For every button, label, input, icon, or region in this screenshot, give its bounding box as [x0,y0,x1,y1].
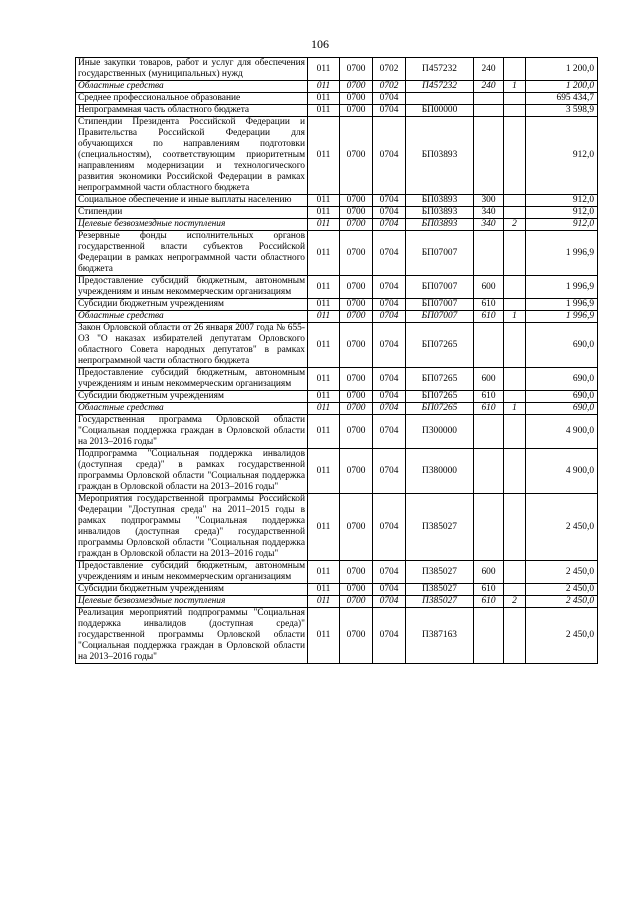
grbs-cell: 011 [308,449,340,494]
kosgu-cell [504,415,526,449]
kosgu-cell: 1 [504,81,526,93]
kosgu-cell [504,584,526,596]
amount-cell: 1 996,9 [526,299,598,311]
grbs-cell: 011 [308,608,340,664]
section-cell: 0700 [340,231,373,276]
row-name-cell: Субсидии бюджетным учреждениям [76,299,308,311]
target-article-cell: П385027 [406,584,474,596]
target-article-cell: П300000 [406,415,474,449]
expense-type-cell: 610 [474,403,504,415]
row-name-cell: Субсидии бюджетным учреждениям [76,391,308,403]
kosgu-cell [504,494,526,561]
target-article-cell: П457232 [406,81,474,93]
grbs-cell: 011 [308,494,340,561]
row-name-cell: Мероприятия государственной программы Российской Федерации "Доступная среда" на 2011–2015 годы в рамках подпрограммы "Социальная поддержка инвалидов (доступная среда)" государственной программы Орловской области "Социальная поддержка граждан в Орловской области на 2013–2016 годы" [76,494,308,561]
expense-type-cell: 340 [474,219,504,231]
kosgu-cell [504,231,526,276]
expense-type-cell [474,231,504,276]
expense-type-cell [474,494,504,561]
expense-type-cell: 610 [474,299,504,311]
section-cell: 0700 [340,276,373,299]
amount-cell: 690,0 [526,368,598,391]
row-name-cell: Подпрограмма "Социальная поддержка инвалидов (доступная среда)" в рамках государственной программы Орловской области "Социальная поддержка граждан в Орловской области на 2013–2016 годы" [76,449,308,494]
table-body [76,58,598,664]
expense-type-cell [474,117,504,195]
row-name-cell: Стипендии [76,207,308,219]
amount-cell: 4 900,0 [526,415,598,449]
grbs-cell: 011 [308,276,340,299]
kosgu-cell: 1 [504,311,526,323]
target-article-cell: П385027 [406,494,474,561]
expense-type-cell: 300 [474,195,504,207]
amount-cell: 2 450,0 [526,596,598,608]
kosgu-cell: 2 [504,219,526,231]
expense-type-cell: 610 [474,596,504,608]
grbs-cell: 011 [308,117,340,195]
expense-type-cell: 610 [474,391,504,403]
target-article-cell: БП03893 [406,207,474,219]
table-row [76,596,598,608]
amount-cell: 1 996,9 [526,276,598,299]
amount-cell: 695 434,7 [526,93,598,105]
amount-cell: 912,0 [526,219,598,231]
subsection-cell: 0704 [373,415,406,449]
grbs-cell: 011 [308,323,340,368]
row-name-cell: Целевые безвозмездные поступления [76,596,308,608]
section-cell: 0700 [340,117,373,195]
grbs-cell: 011 [308,93,340,105]
grbs-cell: 011 [308,596,340,608]
table-row [76,403,598,415]
row-name-cell: Иные закупки товаров, работ и услуг для обеспечения государственных (муниципальных) нужд [76,58,308,81]
subsection-cell: 0704 [373,219,406,231]
subsection-cell: 0704 [373,596,406,608]
target-article-cell: БП07265 [406,368,474,391]
table-row [76,323,598,368]
expense-type-cell: 600 [474,276,504,299]
amount-cell: 2 450,0 [526,494,598,561]
target-article-cell: БП00000 [406,105,474,117]
kosgu-cell [504,195,526,207]
expense-type-cell [474,323,504,368]
subsection-cell: 0704 [373,311,406,323]
subsection-cell: 0704 [373,195,406,207]
subsection-cell: 0704 [373,276,406,299]
target-article-cell: БП03893 [406,219,474,231]
subsection-cell: 0704 [373,403,406,415]
section-cell: 0700 [340,608,373,664]
budget-table [75,57,598,664]
subsection-cell: 0704 [373,368,406,391]
amount-cell: 690,0 [526,323,598,368]
row-name-cell: Областные средства [76,81,308,93]
kosgu-cell [504,368,526,391]
row-name-cell: Резервные фонды исполнительных органов государственной власти субъектов Российской Федерации в рамках непрограммной части областного бюджета [76,231,308,276]
subsection-cell: 0704 [373,608,406,664]
row-name-cell: Предоставление субсидий бюджетным, автономным учреждениям и иным некоммерческим организациям [76,561,308,584]
table-row [76,299,598,311]
row-name-cell: Субсидии бюджетным учреждениям [76,584,308,596]
target-article-cell: П457232 [406,58,474,81]
table-row [76,368,598,391]
expense-type-cell: 240 [474,81,504,93]
kosgu-cell [504,207,526,219]
section-cell: 0700 [340,584,373,596]
table-row [76,276,598,299]
grbs-cell: 011 [308,311,340,323]
target-article-cell [406,93,474,105]
subsection-cell: 0704 [373,391,406,403]
amount-cell: 2 450,0 [526,584,598,596]
amount-cell: 1 996,9 [526,311,598,323]
section-cell: 0700 [340,561,373,584]
section-cell: 0700 [340,195,373,207]
amount-cell: 1 996,9 [526,231,598,276]
kosgu-cell [504,391,526,403]
table-row [76,311,598,323]
subsection-cell: 0702 [373,58,406,81]
grbs-cell: 011 [308,403,340,415]
grbs-cell: 011 [308,231,340,276]
subsection-cell: 0704 [373,323,406,368]
row-name-cell: Областные средства [76,403,308,415]
section-cell: 0700 [340,449,373,494]
table-row [76,608,598,664]
row-name-cell: Целевые безвозмездные поступления [76,219,308,231]
kosgu-cell [504,299,526,311]
section-cell: 0700 [340,311,373,323]
section-cell: 0700 [340,403,373,415]
kosgu-cell [504,608,526,664]
expense-type-cell: 600 [474,561,504,584]
section-cell: 0700 [340,368,373,391]
section-cell: 0700 [340,391,373,403]
grbs-cell: 011 [308,105,340,117]
grbs-cell: 011 [308,368,340,391]
table-row [76,494,598,561]
grbs-cell: 011 [308,584,340,596]
kosgu-cell: 2 [504,596,526,608]
target-article-cell: БП07007 [406,311,474,323]
table-row [76,81,598,93]
kosgu-cell [504,105,526,117]
grbs-cell: 011 [308,299,340,311]
target-article-cell: БП07265 [406,323,474,368]
grbs-cell: 011 [308,195,340,207]
table-row [76,117,598,195]
target-article-cell: БП07007 [406,231,474,276]
grbs-cell: 011 [308,561,340,584]
table-row [76,219,598,231]
expense-type-cell: 340 [474,207,504,219]
grbs-cell: 011 [308,207,340,219]
expense-type-cell [474,608,504,664]
expense-type-cell: 610 [474,584,504,596]
subsection-cell: 0704 [373,93,406,105]
grbs-cell: 011 [308,415,340,449]
subsection-cell: 0704 [373,105,406,117]
section-cell: 0700 [340,494,373,561]
table-row [76,584,598,596]
expense-type-cell [474,415,504,449]
row-name-cell: Предоставление субсидий бюджетным, автономным учреждениям и иным некоммерческим организациям [76,276,308,299]
section-cell: 0700 [340,81,373,93]
row-name-cell: Государственная программа Орловской области "Социальная поддержка граждан в Орловской области на 2013–2016 годы" [76,415,308,449]
table-row [76,561,598,584]
grbs-cell: 011 [308,81,340,93]
subsection-cell: 0702 [373,81,406,93]
expense-type-cell [474,105,504,117]
kosgu-cell [504,58,526,81]
section-cell: 0700 [340,105,373,117]
target-article-cell: БП07007 [406,276,474,299]
section-cell: 0700 [340,207,373,219]
target-article-cell: БП03893 [406,195,474,207]
subsection-cell: 0704 [373,449,406,494]
table-row [76,415,598,449]
kosgu-cell [504,276,526,299]
section-cell: 0700 [340,415,373,449]
subsection-cell: 0704 [373,584,406,596]
target-article-cell: П385027 [406,596,474,608]
kosgu-cell [504,323,526,368]
subsection-cell: 0704 [373,561,406,584]
table-row [76,207,598,219]
kosgu-cell [504,117,526,195]
target-article-cell: БП07265 [406,391,474,403]
table-row [76,93,598,105]
table-row [76,231,598,276]
expense-type-cell: 610 [474,311,504,323]
amount-cell: 912,0 [526,117,598,195]
page-number: 106 [311,37,329,51]
amount-cell: 1 200,0 [526,58,598,81]
row-name-cell: Непрограммная часть областного бюджета [76,105,308,117]
kosgu-cell: 1 [504,403,526,415]
target-article-cell: БП03893 [406,117,474,195]
amount-cell: 2 450,0 [526,561,598,584]
amount-cell: 912,0 [526,207,598,219]
kosgu-cell [504,561,526,584]
subsection-cell: 0704 [373,299,406,311]
row-name-cell: Предоставление субсидий бюджетным, автономным учреждениям и иным некоммерческим организациям [76,368,308,391]
subsection-cell: 0704 [373,207,406,219]
section-cell: 0700 [340,219,373,231]
target-article-cell: П385027 [406,561,474,584]
row-name-cell: Стипендии Президента Российской Федерации и Правительства Российской Федерации для обучающихся по направлениям подготовки (специальностям), соответствующим приоритетным направлениям модернизации и технологического развития экономики Российской Федерации в рамках непрограммной части областного бюджета [76,117,308,195]
table-row [76,195,598,207]
table-row [76,58,598,81]
row-name-cell: Социальное обеспечение и иные выплаты населению [76,195,308,207]
section-cell: 0700 [340,299,373,311]
subsection-cell: 0704 [373,494,406,561]
subsection-cell: 0704 [373,231,406,276]
target-article-cell: БП07265 [406,403,474,415]
section-cell: 0700 [340,93,373,105]
section-cell: 0700 [340,323,373,368]
table-row [76,105,598,117]
target-article-cell: П387163 [406,608,474,664]
expense-type-cell [474,93,504,105]
grbs-cell: 011 [308,219,340,231]
amount-cell: 690,0 [526,391,598,403]
kosgu-cell [504,449,526,494]
row-name-cell: Среднее профессиональное образование [76,93,308,105]
amount-cell: 2 450,0 [526,608,598,664]
amount-cell: 4 900,0 [526,449,598,494]
table-row [76,449,598,494]
section-cell: 0700 [340,58,373,81]
section-cell: 0700 [340,596,373,608]
row-name-cell: Закон Орловской области от 26 января 2007 года № 655-ОЗ "О наказах избирателей депутатам Орловского областного Совета народных депутатов" в рамках непрограммной части областного бюджета [76,323,308,368]
expense-type-cell: 240 [474,58,504,81]
amount-cell: 3 598,9 [526,105,598,117]
grbs-cell: 011 [308,58,340,81]
target-article-cell: П380000 [406,449,474,494]
row-name-cell: Реализация мероприятий подпрограммы "Социальная поддержка инвалидов (доступная среда)" государственной программы Орловской области "Социальная поддержка граждан в Орловской области на 2013–2016 годы" [76,608,308,664]
amount-cell: 690,0 [526,403,598,415]
target-article-cell: БП07007 [406,299,474,311]
expense-type-cell [474,449,504,494]
kosgu-cell [504,93,526,105]
amount-cell: 912,0 [526,195,598,207]
row-name-cell: Областные средства [76,311,308,323]
grbs-cell: 011 [308,391,340,403]
amount-cell: 1 200,0 [526,81,598,93]
table-row [76,391,598,403]
subsection-cell: 0704 [373,117,406,195]
expense-type-cell: 600 [474,368,504,391]
